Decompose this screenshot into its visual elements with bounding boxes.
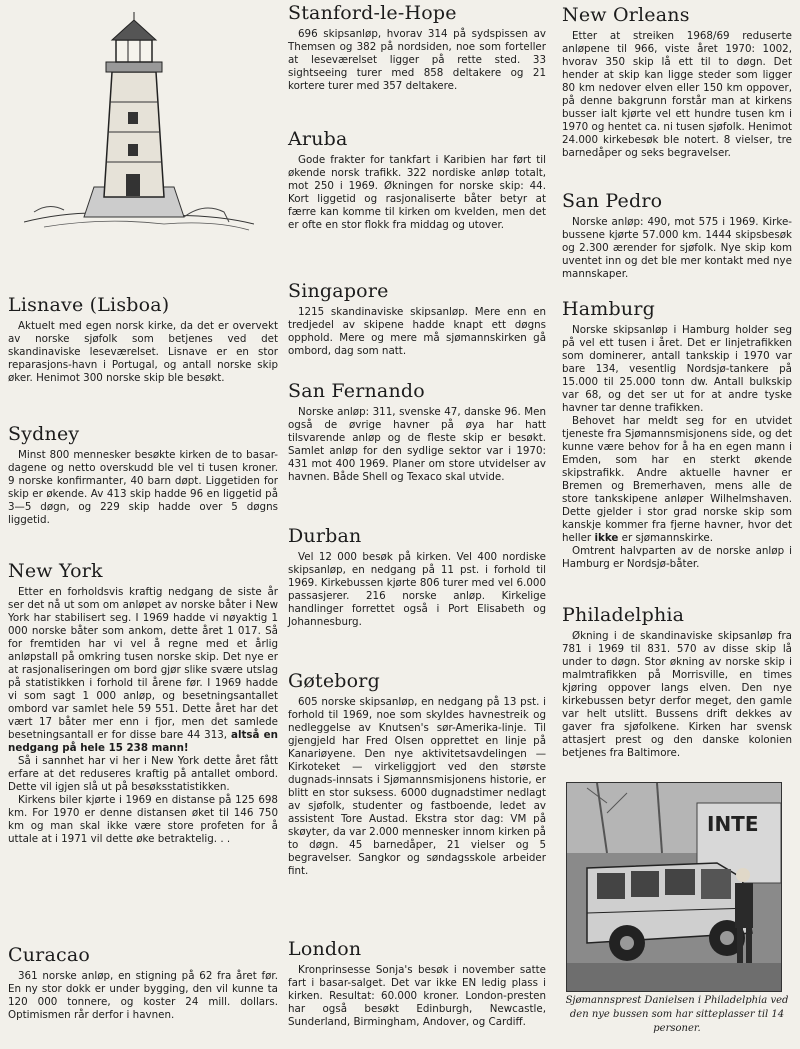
section-lisnave bbox=[8, 294, 278, 385]
section-london bbox=[288, 938, 546, 1029]
column-right bbox=[562, 0, 792, 1049]
section-text: Gode frakter for tankfart i Karibien har ført til økende norsk trafikk. 322 nordiske anløp totalt, mot 250 i 1969. Økningen for norske skip: 44. Kort liggetid og rasjonaliserte båter betyr at færre kan komme til kirken om kvelden, men det er ofte en stor flokk fra middag og utover. bbox=[288, 154, 546, 231]
section-text: Etter at streiken 1968/69 reduserte anløpene til 966, viste året 1970: 1002, hvorav 350 skip lå ett til to døgn. Det hender at skip kan ligge steder som ligger 80 km nedover elven eller 150 km oppover, på denne bakgrunn forstår man at kirkens busser ialt kjørte vel ett hundre tusen km i 1970 og hentet ca. ni tusen sjøfolk. Henimot 24.000 kirkebesøk ble notert. 8 vielser, tre barnedåper og seks begravelser. bbox=[562, 30, 792, 159]
section-text: 361 norske anløp, en stigning på 62 fra året før. En ny stor dokk er under bygging, den vil kunne ta 120 000 tonnere, og koster 24 mill. dollars. Optimismen rår derfor i havnen. bbox=[8, 970, 278, 1021]
section-text: Omtrent halvparten av de norske anløp i Hamburg er Nordsjø-båter. bbox=[562, 545, 792, 570]
section-new-orleans bbox=[562, 4, 792, 160]
section-text: Norske anløp: 311, svenske 47, danske 96. Men også de øvrige havner på øya har hatt tilsvarende anløp og de fleste skip er besøkt. Samlet anløp for den sydlige sektor var i 1970: 431 mot 400 1969. Planer om store utvidelser av havnen. Både Shell og Texaco skal utvide. bbox=[288, 406, 546, 483]
section-sydney bbox=[8, 423, 278, 527]
section-title: Singapore bbox=[288, 280, 389, 302]
section-text: Etter en forholdsvis kraftig nedgang de siste år ser det nå ut som om anløpet av norske båter i New York har stabilisert seg. I 1969 hadde vi nøyaktig 1 000 norske båter som ankom, dette året 1 017. Så for fremtiden har vi vel å regne med et årlig anløpstall på omkring tusen norske skip. Det nye er at rasjonaliseringen om bord gjør slike svære utslag på statistikken i forhold til årene før. I 1969 hadde vi som sagt 1 000 anløp, og besetningsantallet ombord var samlet hele 59 551. Dette året har det vært 17 båter mer enn i fjor, men det samlede besetningsantall er for disse bare 44 313, altså en nedgang på hele 15 238 mann! bbox=[8, 586, 278, 754]
section-curacao bbox=[8, 944, 278, 1022]
section-text: 605 norske skipsanløp, en nedgang på 13 pst. i forhold til 1969, noe som skyldes havnestreik og nedleggelse av Knutsen's sør-Amerika-linje. Til gjengjeld har Fred Olsen opprettet en linje på Kanariøyene. Den nye aktivitetsavdelingen — Kirkoteket — virkeliggjort ved den største dugnads-innsats i Sjømannsmisjonens historie, er blitt en stor suksess. 6000 dugnadstimer nedlagt av sjøfolk, studenter og fastboende, ledet av assistent Tore Austad. Ekstra stor dag: VM på skøyter, da var 2.000 mennesker innom kirken på to døgn. 45 barnedåper, 21 vielser og 5 begravelser. Sangkor og søndagsskole arbeider fint. bbox=[288, 696, 546, 877]
section-text: Kirkens biler kjørte i 1969 en distanse på 125 698 km. For 1970 er denne distansen øket til 146 750 km og man skal ikke være store profeten for å uttale at i 1971 vil dette øke betraktelig. . . bbox=[8, 794, 278, 845]
section-text: Så i sannhet har vi her i New York dette året fått erfare at det reduseres kraftig på antallet ombord. Dette vil igjen slå ut på besøksstatistikken. bbox=[8, 755, 278, 793]
column-left bbox=[8, 0, 278, 1049]
section-title: Hamburg bbox=[562, 298, 655, 320]
section-title: Curacao bbox=[8, 944, 90, 966]
section-text: Vel 12 000 besøk på kirken. Vel 400 nordiske skipsanløp, en nedgang på 11 pst. i forhold til 1969. Kirkebussen kjørte 806 turer med vel 6.000 passasjerer. 216 norske anløp. Kirkelige handlinger forrettet også i Port Elisabeth og Johannesburg. bbox=[288, 551, 546, 628]
section-goteborg bbox=[288, 670, 546, 878]
section-text: Kronprinsesse Sonja's besøk i november satte fart i basar-salget. Det var ikke EN ledig plass i kirken. Resultat: 60.000 kroner. London-presten har også besøkt Edinburgh, Newcastle, Sunderland, Birmingham, Andover, og Cardiff. bbox=[288, 964, 546, 1028]
section-title: Stanford-le-Hope bbox=[288, 2, 457, 24]
section-title: San Fernando bbox=[288, 380, 425, 402]
section-title: Philadelphia bbox=[562, 604, 685, 626]
section-text: Minst 800 mennesker besøkte kirken de to basar-dagene og netto overskudd ble vel ti tusen kroner. 9 norske konfirmanter, 40 barn døpt. Liggetiden for skip er økende. Av 413 skip hadde 96 en liggetid på 3—5 døgn, og 229 skip hadde over 5 døgns liggetid. bbox=[8, 449, 278, 526]
section-stanford-le-hope bbox=[288, 2, 546, 93]
section-text: Økning i de skandinaviske skipsanløp fra 781 i 1969 til 831. 570 av disse skip lå under to døgn. Stor økning av norske skip i malmtrafikken på Morrisville, en times kjøring oppover langs elven. Den nye kirkebussen betyr derfor meget, den gamle var helt utslitt. Bussens drift dekkes av gaver fra sjøfolkene. Kirken har svensk attasjert prest og den danske kolonien betjenes fra Baltimore. bbox=[562, 630, 792, 759]
section-text: Behovet har meldt seg for en utvidet tjeneste fra Sjømannsmisjonens side, og det kunne være behov for å ha en egen mann i Emden, som har en sterkt økende skipstrafikk. Andre aktuelle havner er Bremen og Bremerhaven, mens alle de store tankskipene anløper Wilhelmshaven. Dette gjelder i stor grad norske skip som kanskje kommer fra fjerne havner, hvor det heller ikke er sjømannskirke. bbox=[562, 415, 792, 544]
section-san-fernando bbox=[288, 380, 546, 484]
section-title: Sydney bbox=[8, 423, 80, 445]
section-singapore bbox=[288, 280, 546, 358]
section-title: Aruba bbox=[288, 128, 348, 150]
section-text: 696 skipsanløp, hvorav 314 på sydspissen av Themsen og 382 på nordsiden, noe som forteller at leseværelset ligger på rette sted. 33 sightseeing turer med 858 deltakere og 21 kortere turer med 357 deltakere. bbox=[288, 28, 546, 92]
section-title: Durban bbox=[288, 525, 362, 547]
bus-photo bbox=[566, 782, 782, 992]
section-hamburg bbox=[562, 298, 792, 571]
bus-photo-drawing bbox=[567, 783, 781, 991]
section-text: Aktuelt med egen norsk kirke, da det er overvekt av norske sjøfolk som betjenes ved det skandinaviske leseværelset. Lisnave er en stor reparasjons-havn i Portugal, og antall norske skip øker. Henimot 300 norske skip ble besøkt. bbox=[8, 320, 278, 384]
building-sign: INTE bbox=[707, 812, 759, 836]
section-title: London bbox=[288, 938, 362, 960]
section-title: Gøteborg bbox=[288, 670, 380, 692]
section-philadelphia bbox=[562, 604, 792, 760]
photo-caption: Sjømannsprest Danielsen i Philadelphia ved den nye bussen som har sitteplasser til 14 personer. bbox=[565, 995, 789, 1034]
lighthouse-illustration bbox=[24, 12, 254, 237]
section-title: New York bbox=[8, 560, 103, 582]
section-text: 1215 skandinaviske skipsanløp. Mere enn en tredjedel av skipene hadde knapt ett døgns opphold. Mere og mere må sjømannskirken gå ombord, dag som natt. bbox=[288, 306, 546, 357]
section-san-pedro bbox=[562, 190, 792, 281]
section-title: San Pedro bbox=[562, 190, 663, 212]
column-middle bbox=[288, 0, 546, 1049]
section-title: Lisnave (Lisboa) bbox=[8, 294, 170, 316]
section-aruba bbox=[288, 128, 546, 232]
section-new-york bbox=[8, 560, 278, 846]
section-durban bbox=[288, 525, 546, 629]
section-title: New Orleans bbox=[562, 4, 690, 26]
section-text: Norske skipsanløp i Hamburg holder seg på vel ett tusen i året. Det er linjetrafikken som dominerer, antall tankskip i 1970 var bare 134, vesentlig Nordsjø-tankere på 15.000 til 25.000 tonn dw. Antall bulkskip var 68, og det ser ut for at andre tyske havner tar denne trafikken. bbox=[562, 324, 792, 414]
section-text: Norske anløp: 490, mot 575 i 1969. Kirke-bussene kjørte 57.000 km. 1444 skipsbesøk og 2.300 ærender for sjøfolk. Nye skip kom uventet inn og det ble mer kontakt med nye mannskaper. bbox=[562, 216, 792, 280]
